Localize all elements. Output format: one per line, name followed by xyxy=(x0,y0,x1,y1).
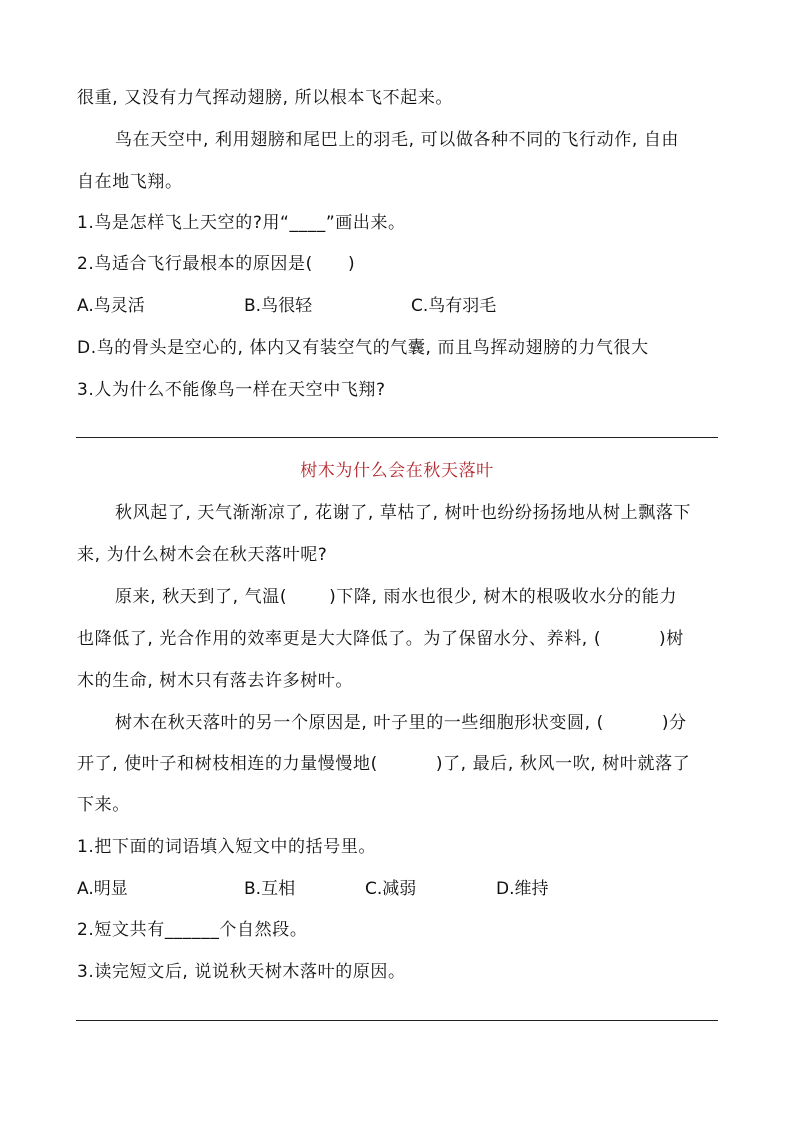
passage2-p2-line1-a: 原来, 秋天到了, 气温( xyxy=(115,587,288,607)
passage1-option-b: B.鸟很轻 xyxy=(244,296,313,316)
passage2-p1-line1: 秋风起了, 天气渐渐凉了, 花谢了, 草枯了, 树叶也纷纷扬扬地从树上飘落下 xyxy=(115,503,692,523)
passage1-option-c: C.鸟有羽毛 xyxy=(411,296,497,316)
passage1-line1: 很重, 又没有力气挥动翅膀, 所以根本飞不起来。 xyxy=(77,88,454,108)
passage2-title: 树木为什么会在秋天落叶 xyxy=(300,461,494,481)
passage2-question-2: 2.短文共有______个自然段。 xyxy=(77,920,308,940)
passage1-option-d: D.鸟的骨头是空心的, 体内又有装空气的气囊, 而且鸟挥动翅膀的力气很大 xyxy=(77,338,649,358)
answer-line xyxy=(76,1020,718,1021)
passage2-option-a: A.明显 xyxy=(77,879,128,899)
passage2-p3-line2-a: 开了, 使叶子和树枝相连的力量慢慢地( xyxy=(77,754,378,774)
passage2-option-b: B.互相 xyxy=(244,879,296,899)
passage2-p3-line1-b: )分 xyxy=(661,713,687,733)
passage1-question-3: 3.人为什么不能像鸟一样在天空中飞翔? xyxy=(77,380,386,400)
passage2-p2-line2-a: 也降低了, 光合作用的效率更是大大降低了。为了保留水分、养料, ( xyxy=(77,629,602,649)
passage2-p2-line3: 木的生命, 树木只有落去许多树叶。 xyxy=(77,671,354,691)
passage2-p1-line2: 来, 为什么树木会在秋天落叶呢? xyxy=(77,545,328,565)
passage2-question-3: 3.读完短文后, 说说秋天树木落叶的原因。 xyxy=(77,962,406,982)
passage1-line3: 自在地飞翔。 xyxy=(77,172,183,192)
passage2-p3-line3: 下来。 xyxy=(77,795,130,815)
passage2-option-c: C.减弱 xyxy=(365,879,417,899)
passage2-question-1: 1.把下面的词语填入短文中的括号里。 xyxy=(77,837,377,857)
passage2-option-d: D.维持 xyxy=(496,879,549,899)
answer-line xyxy=(76,437,718,438)
passage2-p3-line2 xyxy=(77,752,690,776)
passage1-line2: 鸟在天空中, 利用翅膀和尾巴上的羽毛, 可以做各种不同的飞行动作, 自由 xyxy=(115,130,680,150)
passage2-p3-line2-b: )了, 最后, 秋风一吹, 树叶就落了 xyxy=(435,754,691,774)
passage1-question-2: 2.鸟适合飞行最根本的原因是( ) xyxy=(77,254,356,274)
passage1-option-a: A.鸟灵活 xyxy=(77,296,145,316)
passage2-p2-line1-b: )下降, 雨水也很少, 树木的根吸收水分的能力 xyxy=(329,587,678,607)
passage2-p3-line1-a: 树木在秋天落叶的另一个原因是, 叶子里的一些细胞形状变圆, ( xyxy=(115,713,604,733)
passage2-p2-line1 xyxy=(115,585,677,609)
passage1-question-1: 1.鸟是怎样飞上天空的?用“____”画出来。 xyxy=(77,213,406,233)
passage2-p3-line1 xyxy=(115,711,687,735)
passage2-p2-line2 xyxy=(77,627,684,651)
passage2-p2-line2-b: )树 xyxy=(659,629,684,649)
